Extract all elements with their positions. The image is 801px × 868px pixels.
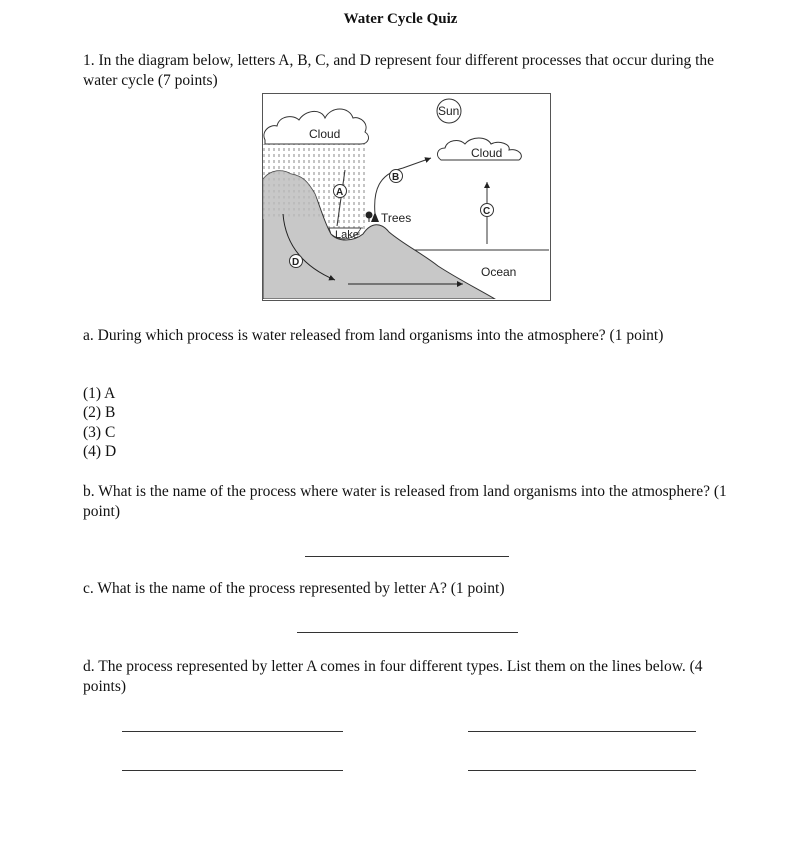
option-1[interactable]: (1) A: [83, 385, 116, 402]
part-d-answer-line-1[interactable]: [122, 731, 343, 732]
option-4[interactable]: (4) D: [83, 443, 117, 460]
part-b-question: b. What is the name of the process where water is released from land organisms into the atmosphere? (1 point): [83, 483, 727, 520]
svg-text:A: A: [336, 187, 344, 198]
cloud-left-label: Cloud: [309, 127, 341, 141]
sun-label: Sun: [438, 104, 460, 118]
question-1-text: 1. In the diagram below, letters A, B, C, and D represent four different processes that occur during the water cycle (7 points): [83, 52, 715, 89]
page-title: Water Cycle Quiz: [343, 11, 458, 27]
svg-text:D: D: [292, 257, 300, 268]
part-c-question: c. What is the name of the process represented by letter A? (1 point): [83, 580, 505, 597]
option-3[interactable]: (3) C: [83, 424, 116, 441]
part-d-question: d. The process represented by letter A comes in four different types. List them on the lines below. (4 points): [83, 658, 703, 695]
trees-label: Trees: [381, 211, 412, 225]
part-d-answer-line-2[interactable]: [468, 731, 696, 732]
cloud-right-label: Cloud: [471, 146, 503, 160]
part-b-answer-line[interactable]: [305, 556, 509, 557]
part-a-question: a. During which process is water released from land organisms into the atmosphere? (1 point): [83, 327, 664, 344]
part-d-answer-line-4[interactable]: [468, 770, 696, 771]
diagram-svg: [263, 94, 549, 299]
ocean-label: Ocean: [481, 265, 517, 279]
option-2[interactable]: (2) B: [83, 404, 116, 421]
svg-text:C: C: [483, 206, 491, 217]
part-c-answer-line[interactable]: [297, 632, 518, 633]
water-cycle-diagram: [262, 93, 551, 301]
part-d-answer-line-3[interactable]: [122, 770, 343, 771]
svg-text:B: B: [392, 172, 400, 183]
lake-label: Lake: [335, 229, 359, 241]
